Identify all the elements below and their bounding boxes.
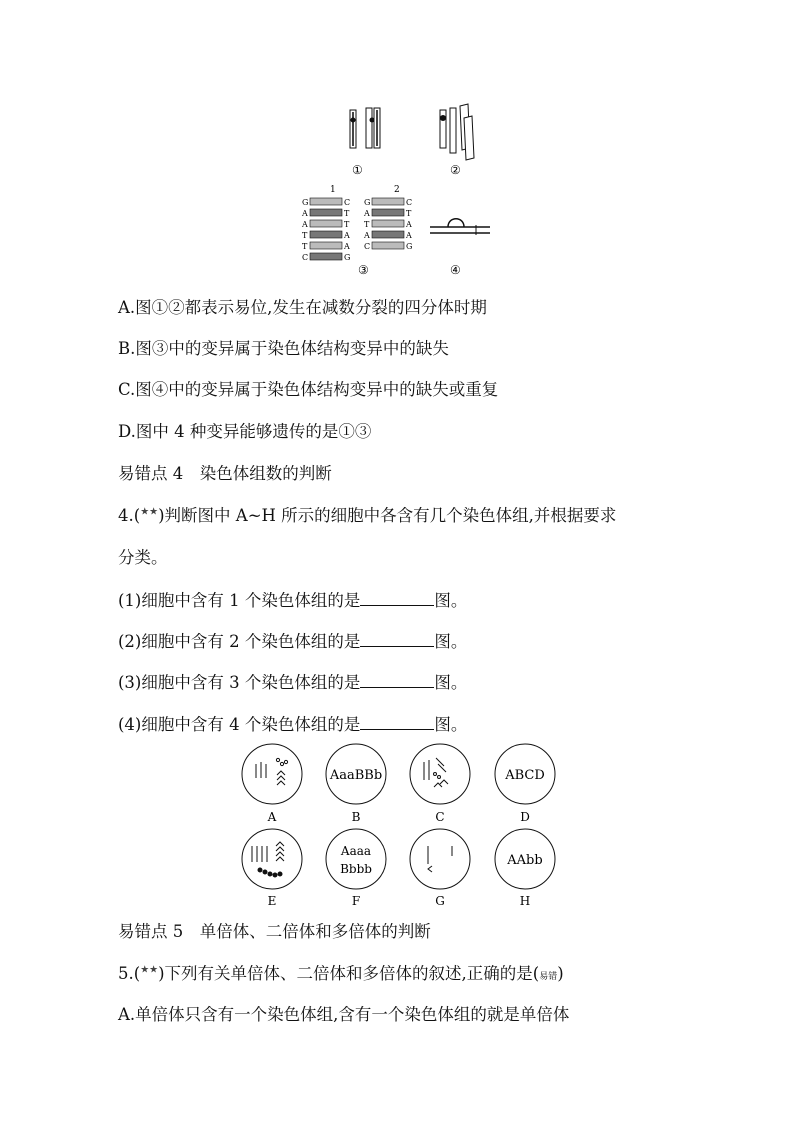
seq2-base-right: G bbox=[406, 242, 413, 251]
cell-g bbox=[410, 829, 470, 889]
answer-blank-2[interactable] bbox=[360, 632, 434, 647]
question-5-stem: 5.(★★)下列有关单倍体、二倍体和多倍体的叙述,正确的是(易错) bbox=[118, 964, 564, 983]
seq2-base-left: G bbox=[364, 198, 371, 207]
question-4-stem: 4.(★★)判断图中 A~H 所示的细胞中各含有几个染色体组,并根据要求 bbox=[118, 506, 617, 525]
cell-label-e: E bbox=[267, 894, 277, 908]
cell-d-text: ABCD bbox=[505, 768, 545, 783]
seq2-base-pair bbox=[372, 209, 404, 216]
seq2-base-right: T bbox=[406, 209, 412, 218]
q4-item-2: (2)细胞中含有 2 个染色体组的是 图。 bbox=[118, 632, 468, 651]
cell-c bbox=[410, 744, 470, 804]
seq2-base-pair bbox=[372, 198, 404, 205]
seq-head-2: 2 bbox=[394, 185, 400, 195]
seq2-base-left: C bbox=[364, 242, 371, 251]
figure-label-3: ③ bbox=[358, 263, 369, 277]
seq1-base-pair bbox=[310, 242, 342, 249]
q4-item-1: (1)细胞中含有 1 个染色体组的是 图。 bbox=[118, 591, 468, 610]
seq1-base-right: C bbox=[344, 198, 351, 207]
answer-blank-3[interactable] bbox=[360, 673, 434, 688]
option-d: D.图中 4 种变异能够遗传的是①③ bbox=[118, 422, 372, 441]
difficulty-star-icon: ★★ bbox=[140, 964, 159, 976]
cell-f-text-2: Bbbb bbox=[340, 862, 372, 876]
section-heading-4: 易错点 4 染色体组数的判断 bbox=[118, 464, 332, 483]
seq2-base-left: T bbox=[364, 220, 370, 229]
figure-2-chromosomes bbox=[440, 104, 474, 160]
cell-a bbox=[242, 744, 302, 804]
cell-label-b: B bbox=[351, 810, 361, 824]
seq1-base-left: T bbox=[302, 231, 308, 240]
seq1-base-left: A bbox=[302, 220, 308, 229]
cell-label-f: F bbox=[351, 894, 361, 908]
difficulty-star-icon: ★★ bbox=[140, 506, 159, 518]
answer-blank-4[interactable] bbox=[360, 715, 434, 730]
seq2-base-right: A bbox=[406, 220, 412, 229]
q5-option-a: A.单倍体只含有一个染色体组,含有一个染色体组的就是单倍体 bbox=[118, 1005, 570, 1024]
option-c: C.图④中的变异属于染色体结构变异中的缺失或重复 bbox=[118, 380, 499, 399]
seq1-base-right: T bbox=[344, 209, 350, 218]
seq1-base-pair bbox=[310, 209, 342, 216]
error-prone-tag: 易错 bbox=[539, 972, 558, 982]
cell-b-text: AaaBBb bbox=[329, 768, 383, 783]
seq1-base-left: A bbox=[302, 209, 308, 218]
cell-g-chromosomes bbox=[428, 846, 452, 872]
seq1-base-pair bbox=[310, 220, 342, 227]
answer-blank-1[interactable] bbox=[360, 591, 434, 606]
question-4-stem-cont: 分类。 bbox=[118, 548, 168, 567]
cell-e bbox=[242, 829, 302, 889]
seq2-base-right: C bbox=[406, 198, 413, 207]
seq2-base-pair bbox=[372, 242, 404, 249]
seq1-base-left: T bbox=[302, 242, 308, 251]
section-heading-5: 易错点 5 单倍体、二倍体和多倍体的判断 bbox=[118, 922, 431, 941]
q4-item-4: (4)细胞中含有 4 个染色体组的是 图。 bbox=[118, 715, 468, 734]
cell-f bbox=[326, 829, 386, 889]
seq2-base-pair bbox=[372, 220, 404, 227]
figure-label-2: ② bbox=[450, 163, 461, 177]
chromosome-variation-figure bbox=[290, 98, 510, 280]
q4-item-3: (3)细胞中含有 3 个染色体组的是 图。 bbox=[118, 673, 468, 692]
seq1-base-left: G bbox=[302, 198, 309, 207]
seq2-base-pair bbox=[372, 231, 404, 238]
cells-figure bbox=[230, 742, 570, 912]
seq1-base-pair bbox=[310, 231, 342, 238]
figure-3-dna bbox=[301, 185, 412, 262]
seq1-base-pair bbox=[310, 253, 342, 260]
seq2-base-left: A bbox=[364, 209, 370, 218]
seq-head-1: 1 bbox=[330, 185, 336, 195]
seq1-base-right: G bbox=[344, 253, 351, 262]
option-b: B.图③中的变异属于染色体结构变异中的缺失 bbox=[118, 339, 449, 358]
seq1-base-right: T bbox=[344, 220, 350, 229]
cell-f-text-1: Aaaa bbox=[340, 844, 372, 858]
cell-c-chromosomes bbox=[424, 758, 448, 787]
cell-label-a: A bbox=[267, 810, 277, 824]
figure-4-loop bbox=[430, 219, 490, 235]
seq1-base-left: C bbox=[302, 253, 309, 262]
cell-label-c: C bbox=[435, 810, 445, 824]
cell-a-chromosomes bbox=[256, 758, 288, 785]
option-a: A.图①②都表示易位,发生在减数分裂的四分体时期 bbox=[118, 298, 487, 317]
cell-label-h: H bbox=[519, 894, 531, 908]
seq2-base-right: A bbox=[406, 231, 412, 240]
seq2-base-left: A bbox=[364, 231, 370, 240]
seq1-base-right: A bbox=[344, 242, 350, 251]
figure-1-chromosomes bbox=[350, 108, 380, 148]
cell-label-d: D bbox=[520, 810, 530, 824]
seq1-base-right: A bbox=[344, 231, 350, 240]
cell-label-g: G bbox=[435, 894, 445, 908]
seq1-base-pair bbox=[310, 198, 342, 205]
figure-label-4: ④ bbox=[450, 263, 461, 277]
figure-label-1: ① bbox=[352, 163, 363, 177]
cell-h-text: AAbb bbox=[507, 853, 543, 868]
cell-e-chromosomes bbox=[252, 842, 284, 877]
